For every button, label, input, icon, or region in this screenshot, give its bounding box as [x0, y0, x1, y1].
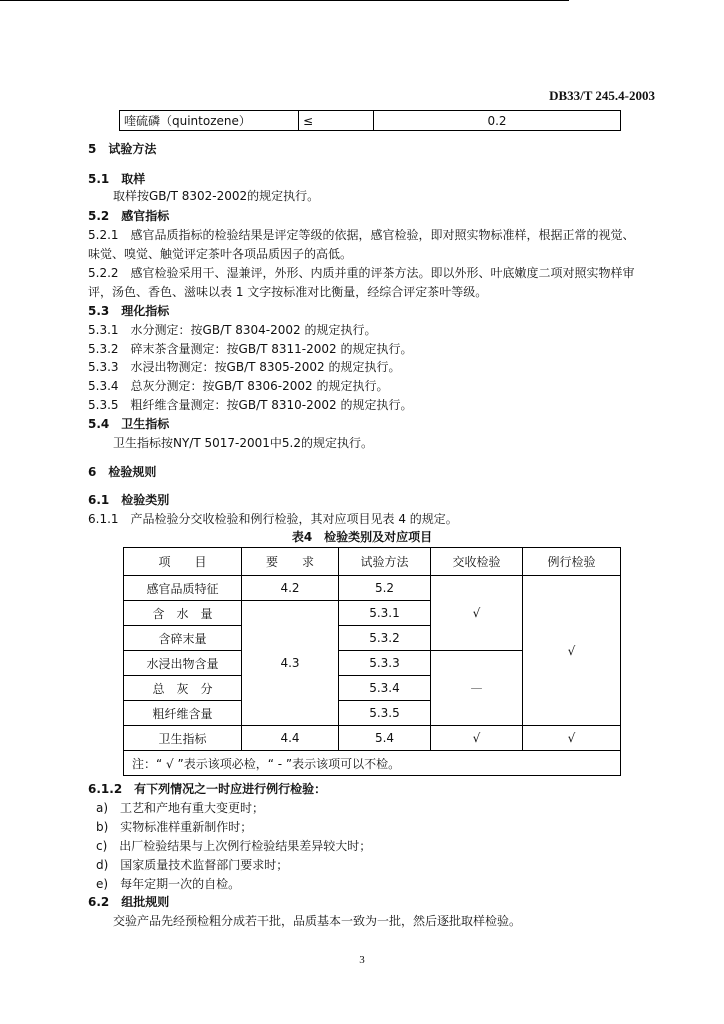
row-method: 5.3.2 [339, 626, 431, 651]
residue-value: 0.2 [374, 111, 621, 131]
section-6-2-text: 交验产品先经预检粗分成若干批，品质基本一致为一批，然后逐批取样检验。 [113, 914, 522, 928]
row-item: 水浸出物含量 [124, 651, 242, 676]
acceptance-merged-bottom: — [431, 651, 523, 726]
table-row [124, 726, 621, 751]
section-5-3-4: 5.3.4 总灰分测定：按GB/T 8306-2002 的规定执行。 [88, 379, 389, 393]
section-6-1-1: 6.1.1 产品检验分交收检验和例行检验，其对应项目见表 4 的规定。 [88, 512, 458, 526]
row-method: 5.3.5 [339, 701, 431, 726]
list-item-e: e) 每年定期一次的自检。 [96, 877, 241, 891]
col-header-item: 项 目 [124, 548, 242, 576]
col-header-routine: 例行检验 [523, 548, 621, 576]
row-acceptance: √ [431, 726, 523, 751]
residue-operator: ≤ [299, 111, 374, 131]
table-header-row [124, 548, 621, 576]
col-header-requirement: 要 求 [242, 548, 339, 576]
list-item-c: c) 出厂检验结果与上次例行检验结果差异较大时； [96, 839, 372, 853]
residue-limit-table [119, 110, 621, 131]
section-5-2-1-line1: 5.2.1 感官品质指标的检验结果是评定等级的依据，感官检验，即对照实物标准样，根据正常的视觉、 [88, 228, 635, 242]
list-item-b: b) 实物标准样重新制作时； [96, 820, 253, 834]
row-requirement: 4.2 [242, 576, 339, 601]
section-5-3-5: 5.3.5 粗纤维含量测定：按GB/T 8310-2002 的规定执行。 [88, 398, 413, 412]
row-item: 粗纤维含量 [124, 701, 242, 726]
section-5-heading: 5 试验方法 [88, 142, 157, 156]
acceptance-merged-top: √ [431, 576, 523, 651]
requirement-merged: 4.3 [242, 601, 339, 726]
section-5-1-heading: 5.1 取样 [88, 172, 146, 186]
col-header-method: 试验方法 [339, 548, 431, 576]
row-item: 总 灰 分 [124, 676, 242, 701]
section-5-2-1-line2: 味觉、嗅觉、触觉评定茶叶各项品质因子的高低。 [88, 247, 353, 261]
row-method: 5.3.4 [339, 676, 431, 701]
section-5-3-1: 5.3.1 水分测定：按GB/T 8304-2002 的规定执行。 [88, 323, 377, 337]
section-5-3-3: 5.3.3 水浸出物测定：按GB/T 8305-2002 的规定执行。 [88, 360, 401, 374]
section-5-2-2-line2: 评，汤色、香色、滋味以表 1 文字按标准对比衡量，经综合评定茶叶等级。 [88, 285, 488, 299]
table-row [124, 576, 621, 601]
section-5-3-heading: 5.3 理化指标 [88, 304, 170, 318]
section-6-2-heading: 6.2 组批规则 [88, 895, 170, 909]
section-5-2-heading: 5.2 感官指标 [88, 209, 170, 223]
page-number: 3 [359, 954, 365, 966]
section-5-3-2: 5.3.2 碎末茶含量测定：按GB/T 8311-2002 的规定执行。 [88, 342, 413, 356]
section-5-2-2-line1: 5.2.2 感官检验采用干、湿兼评，外形、内质并重的评茶方法。即以外形、叶底嫩度二项对照实物样审 [88, 266, 635, 280]
row-method: 5.4 [339, 726, 431, 751]
residue-name: 喹硫磷（quintozene） [120, 111, 299, 131]
table-4 [123, 547, 621, 776]
row-item: 含碎末量 [124, 626, 242, 651]
row-item: 卫生指标 [124, 726, 242, 751]
section-6-1-heading: 6.1 检验类别 [88, 493, 170, 507]
table-row [120, 111, 621, 131]
row-method: 5.3.1 [339, 601, 431, 626]
list-item-a: a) 工艺和产地有重大变更时； [96, 801, 265, 815]
row-routine: √ [523, 726, 621, 751]
section-6-heading: 6 检验规则 [88, 465, 157, 479]
section-6-1-2: 6.1.2 有下列情况之一时应进行例行检验： [88, 782, 327, 796]
list-item-d: d) 国家质量技术监督部门要求时； [96, 858, 289, 872]
section-5-4-heading: 5.4 卫生指标 [88, 417, 170, 431]
row-item: 感官品质特征 [124, 576, 242, 601]
row-requirement: 4.4 [242, 726, 339, 751]
table-4-caption: 表4 检验类别及对应项目 [291, 530, 433, 544]
row-method: 5.2 [339, 576, 431, 601]
document-code: DB33/T 245.4-2003 [549, 88, 655, 103]
table-note-row [124, 751, 621, 776]
header-rule [0, 0, 569, 1]
section-5-1-text: 取样按GB/T 8302-2002的规定执行。 [113, 189, 320, 203]
table-note: 注：“ √ ”表示该项必检，“ - ”表示该项可以不检。 [124, 751, 621, 776]
section-5-4-text: 卫生指标按NY/T 5017-2001中5.2的规定执行。 [113, 436, 373, 450]
col-header-acceptance: 交收检验 [431, 548, 523, 576]
routine-merged: √ [523, 576, 621, 726]
row-item: 含 水 量 [124, 601, 242, 626]
row-method: 5.3.3 [339, 651, 431, 676]
